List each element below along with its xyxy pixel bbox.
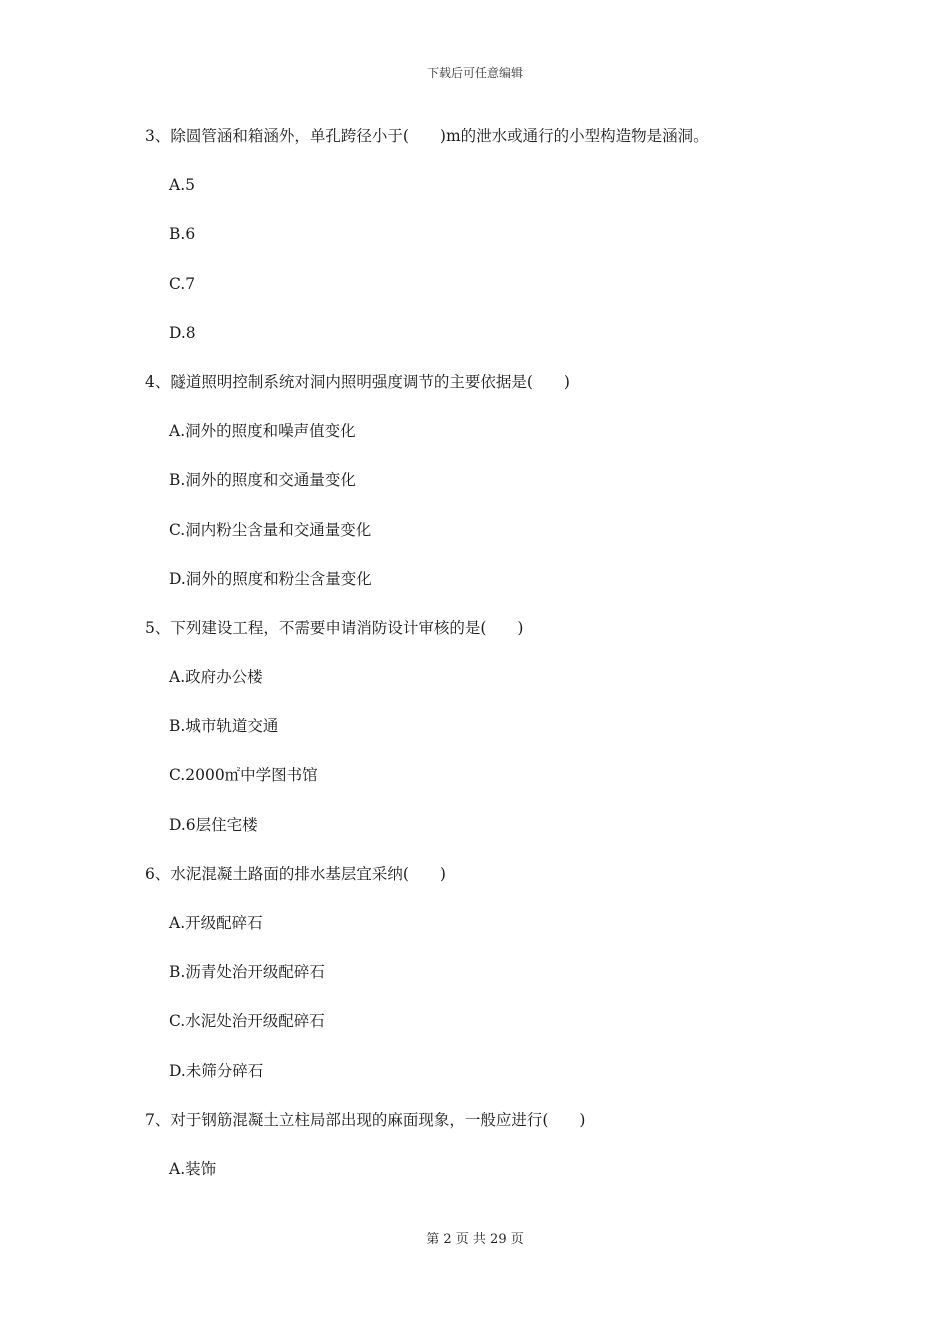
question-5 [145, 616, 845, 862]
option-b: B.洞外的照度和交通量变化 [169, 471, 356, 490]
question-4 [145, 370, 845, 616]
option-c: C.7 [169, 274, 196, 293]
question-list [145, 124, 845, 1206]
option-c: C.2000㎡中学图书馆 [169, 766, 318, 785]
option-b: B.城市轨道交通 [169, 717, 279, 736]
option-a: A.装饰 [169, 1159, 217, 1178]
option-b: B.6 [169, 225, 196, 244]
option-d: D.6层住宅楼 [169, 815, 258, 834]
option-c: C.水泥处治开级配碎石 [169, 1012, 325, 1031]
question-text: 6、水泥混凝土路面的排水基层宜采纳( ) [145, 864, 446, 883]
question-text: 7、对于钢筋混凝土立柱局部出现的麻面现象，一般应进行( ) [145, 1110, 586, 1129]
page-header: 下载后可任意编辑 [426, 66, 523, 80]
question-7 [145, 1108, 845, 1206]
question-text: 3、除圆管涵和箱涵外，单孔跨径小于( )m的泄水或通行的小型构造物是涵洞。 [145, 127, 709, 145]
option-a: A.开级配碎石 [169, 914, 263, 932]
question-text: 4、隧道照明控制系统对洞内照明强度调节的主要依据是( ) [145, 372, 570, 391]
option-a: A.5 [169, 176, 195, 195]
option-c: C.洞内粉尘含量和交通量变化 [169, 520, 372, 539]
option-d: D.8 [169, 323, 196, 342]
question-text: 5、下列建设工程，不需要申请消防设计审核的是( ) [145, 618, 524, 637]
option-d: D.洞外的照度和粉尘含量变化 [169, 569, 372, 588]
question-6 [145, 862, 845, 1108]
option-d: D.未筛分碎石 [169, 1061, 264, 1080]
question-3 [145, 124, 845, 370]
option-a: A.洞外的照度和噪声值变化 [169, 422, 356, 441]
option-a: A.政府办公楼 [169, 668, 263, 687]
option-b: B.沥青处治开级配碎石 [169, 963, 325, 982]
page-footer: 第 2 页 共 29 页 [426, 1232, 524, 1247]
